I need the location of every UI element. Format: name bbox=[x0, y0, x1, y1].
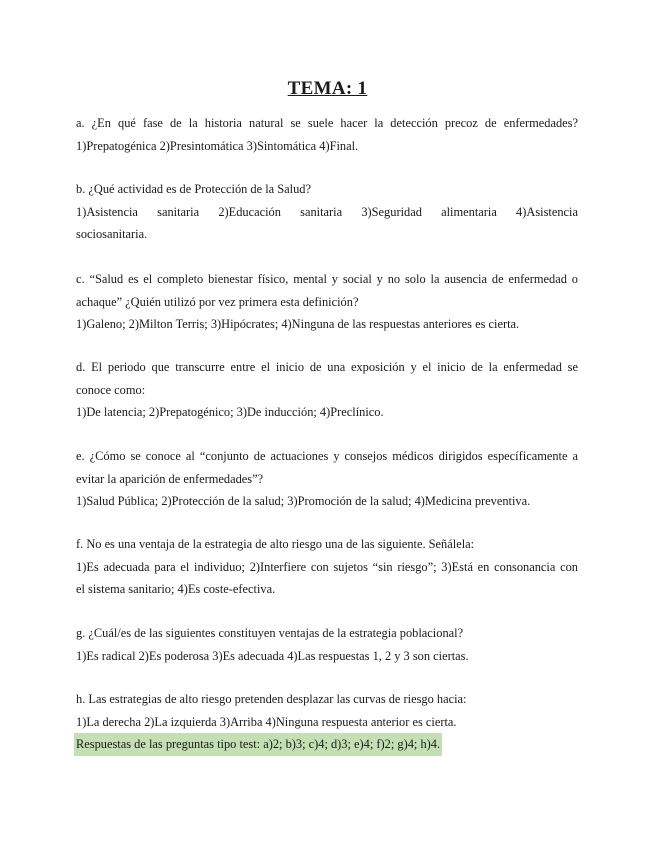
question-e-options: 1)Salud Pública; 2)Protección de la salud; 3)Promoción de la salud; 4)Medicina preventiva. bbox=[76, 494, 531, 509]
question-d-text-cont: conoce como: bbox=[76, 382, 146, 397]
question-h bbox=[76, 688, 578, 756]
question-f-options: 1)Es adecuada para el individuo; 2)Interfiere con sujetos “sin riesgo”; 3)Está en consonancia con bbox=[76, 559, 578, 574]
question-d bbox=[76, 356, 578, 424]
question-f-options-cont: el sistema sanitario; 4)Es coste-efectiva. bbox=[76, 582, 276, 597]
question-b-text: b. ¿Qué actividad es de Protección de la Salud? bbox=[76, 182, 311, 196]
question-a bbox=[76, 112, 578, 157]
question-c-text: c. “Salud es el completo bienestar físico, mental y social y no solo la ausencia de enfermedad o bbox=[76, 272, 578, 286]
question-g-options: 1)Es radical 2)Es poderosa 3)Es adecuada 4)Las respuestas 1, 2 y 3 son ciertas. bbox=[76, 648, 469, 663]
question-a-text: a. ¿En qué fase de la historia natural se suele hacer la detección precoz de enfermedades? bbox=[76, 116, 578, 130]
question-e-text: e. ¿Cómo se conoce al “conjunto de actuaciones y consejos médicos dirigidos específicamente a bbox=[76, 449, 578, 463]
question-d-options: 1)De latencia; 2)Prepatogénico; 3)De inducción; 4)Preclínico. bbox=[76, 405, 384, 420]
question-f bbox=[76, 533, 578, 601]
question-b-options: 1)Asistencia sanitaria 2)Educación sanitaria 3)Seguridad alimentaria 4)Asistencia bbox=[76, 204, 578, 219]
question-e bbox=[76, 445, 578, 513]
question-a-options: 1)Prepatogénica 2)Presintomática 3)Sintomática 4)Final. bbox=[76, 138, 359, 153]
question-e-text-cont: evitar la aparición de enfermedades”? bbox=[76, 471, 264, 486]
page-title: TEMA: 1 bbox=[287, 78, 368, 99]
question-h-options: 1)La derecha 2)La izquierda 3)Arriba 4)Ninguna respuesta anterior es cierta. bbox=[76, 714, 457, 729]
question-b-options-cont: sociosanitaria. bbox=[76, 227, 148, 242]
question-d-text: d. El periodo que transcurre entre el inicio de una exposición y el inicio de la enfermedad se bbox=[76, 360, 578, 374]
answer-key: Respuestas de las preguntas tipo test: a)2; b)3; c)4; d)3; e)4; f)2; g)4; h)4. bbox=[74, 733, 442, 756]
question-h-text: h. Las estrategias de alto riesgo pretenden desplazar las curvas de riesgo hacia: bbox=[76, 692, 467, 706]
question-g bbox=[76, 622, 578, 667]
question-c-options: 1)Galeno; 2)Milton Terris; 3)Hipócrates; 4)Ninguna de las respuestas anteriores es cierta. bbox=[76, 317, 520, 332]
question-f-text: f. No es una ventaja de la estrategia de alto riesgo una de las siguiente. Señálela: bbox=[76, 537, 475, 551]
question-c-text-cont: achaque” ¿Quién utilizó por vez primera esta definición? bbox=[76, 294, 359, 309]
question-c bbox=[76, 268, 578, 336]
question-b bbox=[76, 178, 578, 246]
question-g-text: g. ¿Cuál/es de las siguientes constituyen ventajas de la estrategia poblacional? bbox=[76, 626, 464, 640]
